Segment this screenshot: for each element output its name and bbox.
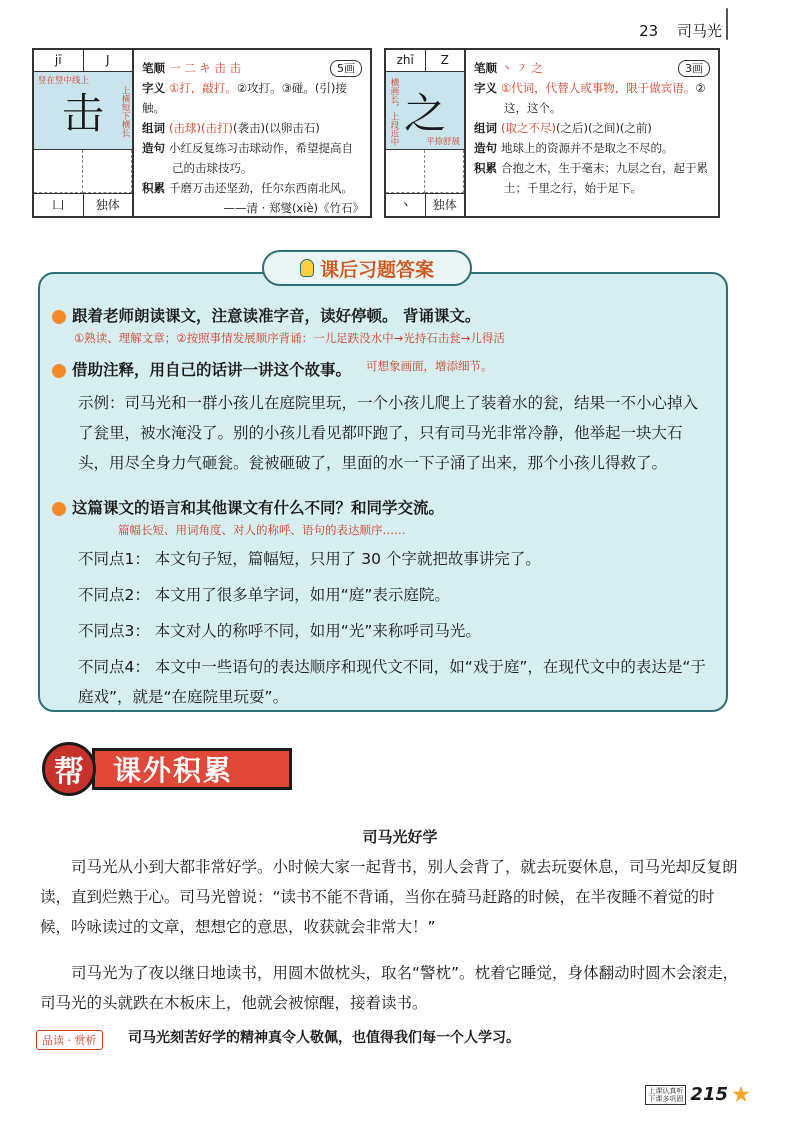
question-2-note: 可想象画面，增添细节。: [366, 359, 493, 373]
stroke-count: 5画: [330, 60, 362, 77]
big-char-box: [386, 72, 464, 150]
difference-3: 不同点3： 本文对人的称呼不同，如用“光”来称呼司马光。: [78, 622, 481, 640]
question-bullet-icon: [52, 310, 66, 324]
section-banner: [42, 742, 294, 796]
question-2-example: 示例：司马光和一群小孩儿在庭院里玩，一个小孩儿爬上了装着水的瓮，结果一不小心掉入了瓮里，被水淹没了。别的小孩儿看见都吓跑了，只有司马光非常冷静，他举起一块大石头，用尽全身力气砸瓮。瓮被砸破了，里面的水一下子涌了出来，那个小孩儿得救了。: [78, 394, 699, 472]
lesson-number: 23: [639, 22, 659, 40]
question-2: 借助注释，用自己的话讲一讲这个故事。: [72, 361, 352, 379]
review-tag: 品读 · 赏析: [36, 1030, 103, 1050]
story-paragraph-2: 司马光为了夜以继日地读书，用圆木做枕头，取名“警枕”。枕着它睡觉，身体翻动时圆木会滚走，司马光的头就跌在木板床上，他就会被惊醒，接着读书。: [40, 964, 739, 1012]
page-number: 215: [690, 1084, 728, 1105]
char-grid: [386, 50, 466, 216]
question-1-note: ①熟读、理解文章；②按照事情发展顺序背诵：一儿足跌没水中→光持石击瓮→儿得活: [74, 331, 505, 345]
char-grid: [34, 50, 134, 216]
writing-tip-bottom: 平捺舒展: [425, 137, 460, 147]
writing-tip-top: 竖在竖中线上: [38, 76, 90, 86]
stroke-count: 3画: [678, 60, 710, 77]
question-1: 跟着老师朗读课文，注意读准字音，读好停顿。 背诵课文。: [72, 307, 481, 325]
writing-tip-side: 上横短下横长: [120, 86, 130, 137]
lightbulb-icon: [300, 259, 314, 277]
practice-grid: [34, 150, 132, 194]
footer-slogan: 上课认真听 下课多巩固: [645, 1085, 686, 1105]
char-card-ji: [32, 48, 372, 218]
pinyin: zhī: [386, 50, 426, 71]
section-badge: 帮: [42, 742, 96, 796]
difference-4: 不同点4： 本文中一些语句的表达顺序和现代文不同，如“戏于庭”，在现代文中的表达是“于庭戏”，就是“在庭院里玩耍”。: [78, 658, 706, 706]
answers-panel: [38, 272, 728, 712]
page-footer: [645, 1084, 750, 1105]
lesson-title: 司马光: [676, 22, 722, 40]
section-title: 课外积累: [92, 748, 292, 790]
answers-title: 课后习题答案: [262, 250, 472, 286]
story-title: 司马光好学: [362, 828, 438, 846]
stroke-order: 丶 ㇇ 之: [501, 61, 543, 75]
char-info: 笔顺 丶 ㇇ 之 字义 ①代词，代替人或事物，限于做宾语。②这，这个。 组词 (取之不尽)(之后)(之间)(之前) 造句 地球上的资源并不是取之不尽的。 积累 合抱之木，生于毫末；九层之台，起于累土；千里之行，始于足下。: [474, 61, 708, 195]
pinyin: jī: [34, 50, 84, 71]
writing-tip-side: 横画长，上段近中: [389, 78, 399, 146]
structure: 独体: [432, 198, 457, 212]
radical: 丶: [386, 194, 426, 218]
char-info: 笔顺 一 二 キ 击 击 字义 ①打，敲打。②攻打。③碰。(引)接触。 组词 (击球)(击打)(袭击)(以卵击石) 造句 小红反复练习击球动作，希望提高自己的击球技巧。 积累 千磨万击还坚劲，任尔东西南北风。 ——清 · 郑燮(xiè)《竹石》: [142, 61, 364, 215]
initial-letter: J: [105, 53, 110, 67]
star-icon: [732, 1086, 750, 1104]
question-bullet-icon: [52, 364, 66, 378]
difference-2: 不同点2： 本文用了很多单字词，如用“庭”表示庭院。: [78, 586, 450, 604]
radical: 凵: [34, 194, 84, 218]
page-header: [639, 20, 722, 41]
big-char-box: [34, 72, 132, 150]
char-card-zhi: [384, 48, 720, 218]
question-bullet-icon: [52, 502, 66, 516]
header-rule: [726, 8, 728, 40]
question-3-note: 篇幅长短、用词角度、对人的称呼、语句的表达顺序……: [118, 523, 406, 537]
big-char: 击: [61, 88, 104, 138]
initial-letter: Z: [440, 53, 449, 67]
difference-1: 不同点1： 本文句子短，篇幅短，只用了 30 个字就把故事讲完了。: [78, 550, 541, 568]
big-char: 之: [403, 88, 446, 138]
practice-grid: [386, 150, 464, 194]
stroke-order: 一 二 キ 击 击: [169, 61, 242, 75]
review-text: 司马光刻苦好学的精神真令人敬佩，也值得我们每一个人学习。: [128, 1030, 520, 1046]
story-paragraph-1: 司马光从小到大都非常好学。小时候大家一起背书，别人会背了，就去玩耍休息，司马光却反复朗读，直到烂熟于心。司马光曾说：“读书不能不背诵，当你在骑马赶路的时候，在半夜睡不着觉的时候，吟咏读过的文章，想想它的意思，收获就会非常大！”: [40, 858, 738, 936]
question-3: 这篇课文的语言和其他课文有什么不同？和同学交流。: [72, 499, 445, 517]
structure: 独体: [95, 198, 120, 212]
